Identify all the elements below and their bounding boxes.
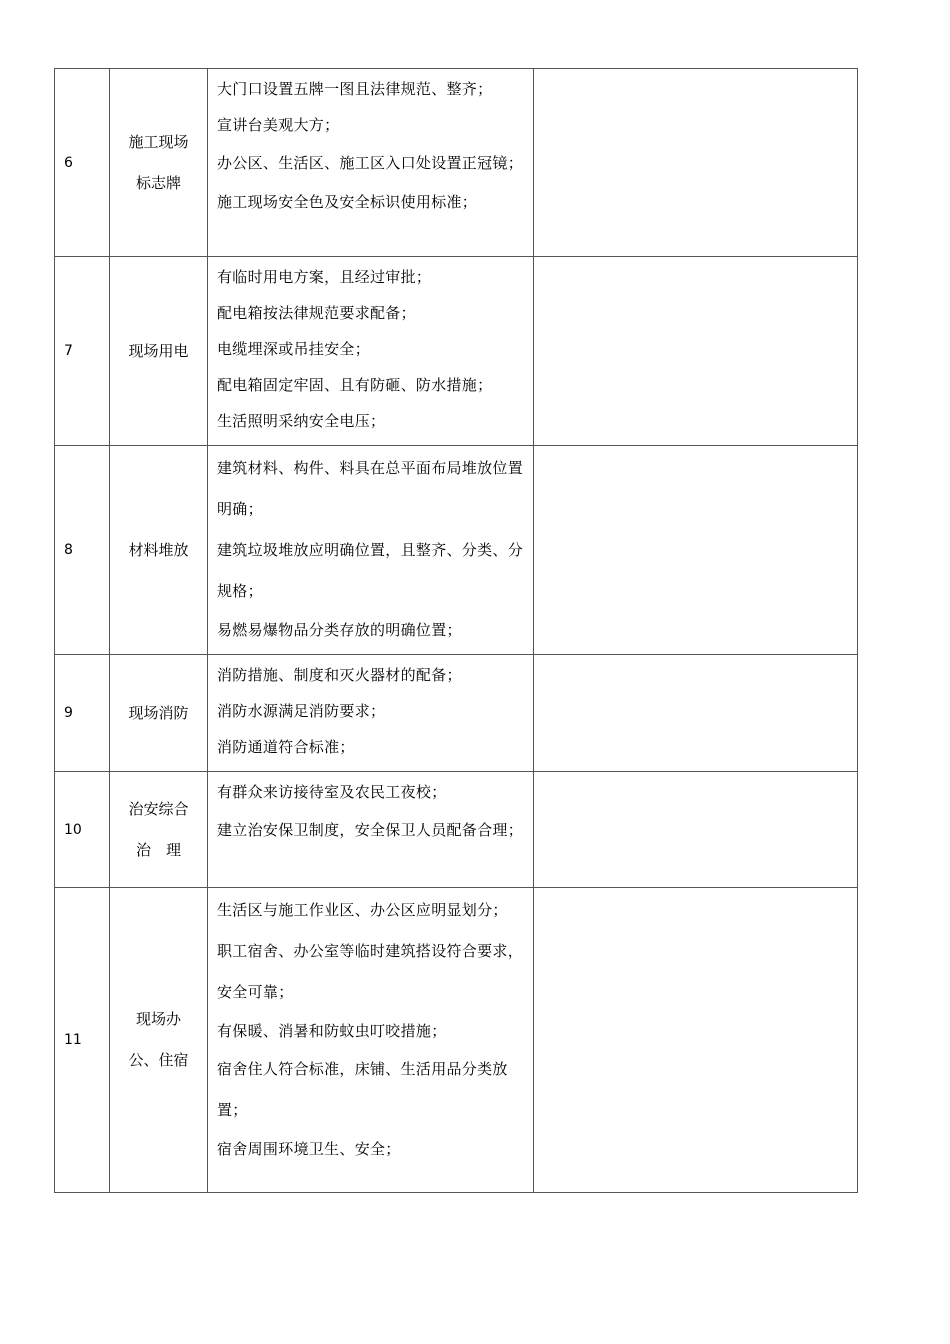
item-name bbox=[110, 69, 208, 257]
remark-cell bbox=[534, 655, 858, 772]
row-number: 10 bbox=[55, 772, 110, 888]
row-number: 7 bbox=[55, 257, 110, 446]
item-name-line: 治安综合 bbox=[128, 799, 189, 818]
item-name-line: 施工现场 bbox=[128, 132, 189, 151]
table-row bbox=[55, 69, 858, 257]
requirement-line: 建筑材料、构件、料具在总平面布局堆放位置明确； bbox=[217, 459, 524, 518]
row-number: 11 bbox=[55, 888, 110, 1193]
item-name-line: 治 理 bbox=[135, 840, 181, 859]
inspection-table bbox=[54, 68, 858, 1193]
requirement-line: 建立治安保卫制度，安全保卫人员配备合理； bbox=[217, 821, 524, 839]
requirement-line: 宣讲台美观大方； bbox=[217, 116, 340, 134]
table-row bbox=[55, 257, 858, 446]
requirement-line: 宿舍周围环境卫生、安全； bbox=[217, 1140, 401, 1158]
requirements-cell bbox=[208, 446, 534, 655]
item-name-line: 现场办 bbox=[135, 1010, 181, 1028]
requirement-line: 电缆埋深或吊挂安全； bbox=[217, 340, 371, 358]
item-name-line: 标志牌 bbox=[135, 173, 181, 192]
requirement-line: 建筑垃圾堆放应明确位置，且整齐、分类、分规格； bbox=[217, 541, 524, 600]
remark-cell bbox=[534, 772, 858, 888]
item-name-line: 现场消防 bbox=[128, 703, 189, 722]
table-row bbox=[55, 655, 858, 772]
remark-cell bbox=[534, 888, 858, 1193]
requirement-line: 生活照明采纳安全电压； bbox=[217, 412, 386, 430]
item-name-line: 现场用电 bbox=[128, 341, 189, 360]
requirement-line: 有群众来访接待室及农民工夜校； bbox=[217, 783, 447, 801]
remark-cell bbox=[534, 69, 858, 257]
requirements-cell bbox=[208, 655, 534, 772]
item-name-line: 公、住宿 bbox=[128, 1051, 189, 1069]
requirements-cell bbox=[208, 69, 534, 257]
requirement-line: 大门口设置五牌一图且法律规范、整齐； bbox=[217, 80, 493, 98]
row-number: 8 bbox=[55, 446, 110, 655]
requirements-cell bbox=[208, 257, 534, 446]
item-name bbox=[110, 655, 208, 772]
table-row bbox=[55, 446, 858, 655]
requirement-line: 施工现场安全色及安全标识使用标准； bbox=[217, 193, 478, 211]
item-name bbox=[110, 257, 208, 446]
requirement-line: 宿舍住人符合标准，床铺、生活用品分类放置； bbox=[217, 1060, 508, 1119]
item-name bbox=[110, 446, 208, 655]
requirement-line: 有保暖、消暑和防蚊虫叮咬措施； bbox=[217, 1022, 447, 1040]
remark-cell bbox=[534, 257, 858, 446]
requirement-line: 办公区、生活区、施工区入口处设置正冠镜； bbox=[217, 154, 524, 172]
requirement-line: 消防通道符合标准； bbox=[217, 738, 355, 756]
requirement-line: 易燃易爆物品分类存放的明确位置； bbox=[217, 621, 462, 639]
table-row bbox=[55, 888, 858, 1193]
requirement-line: 配电箱按法律规范要求配备； bbox=[217, 304, 416, 322]
row-number: 6 bbox=[55, 69, 110, 257]
item-name-line: 材料堆放 bbox=[128, 540, 189, 559]
requirement-line: 消防水源满足消防要求； bbox=[217, 702, 386, 720]
requirement-line: 职工宿舍、办公室等临时建筑搭设符合要求，安全可靠； bbox=[217, 942, 524, 1001]
requirements-cell bbox=[208, 772, 534, 888]
remark-cell bbox=[534, 446, 858, 655]
requirement-line: 生活区与施工作业区、办公区应明显划分； bbox=[217, 901, 508, 919]
row-number: 9 bbox=[55, 655, 110, 772]
requirements-cell bbox=[208, 888, 534, 1193]
item-name bbox=[110, 888, 208, 1193]
item-name bbox=[110, 772, 208, 888]
requirement-line: 有临时用电方案，且经过审批； bbox=[217, 268, 432, 286]
table-row bbox=[55, 772, 858, 888]
requirement-line: 配电箱固定牢固、且有防砸、防水措施； bbox=[217, 376, 493, 394]
requirement-line: 消防措施、制度和灭火器材的配备； bbox=[217, 666, 462, 684]
